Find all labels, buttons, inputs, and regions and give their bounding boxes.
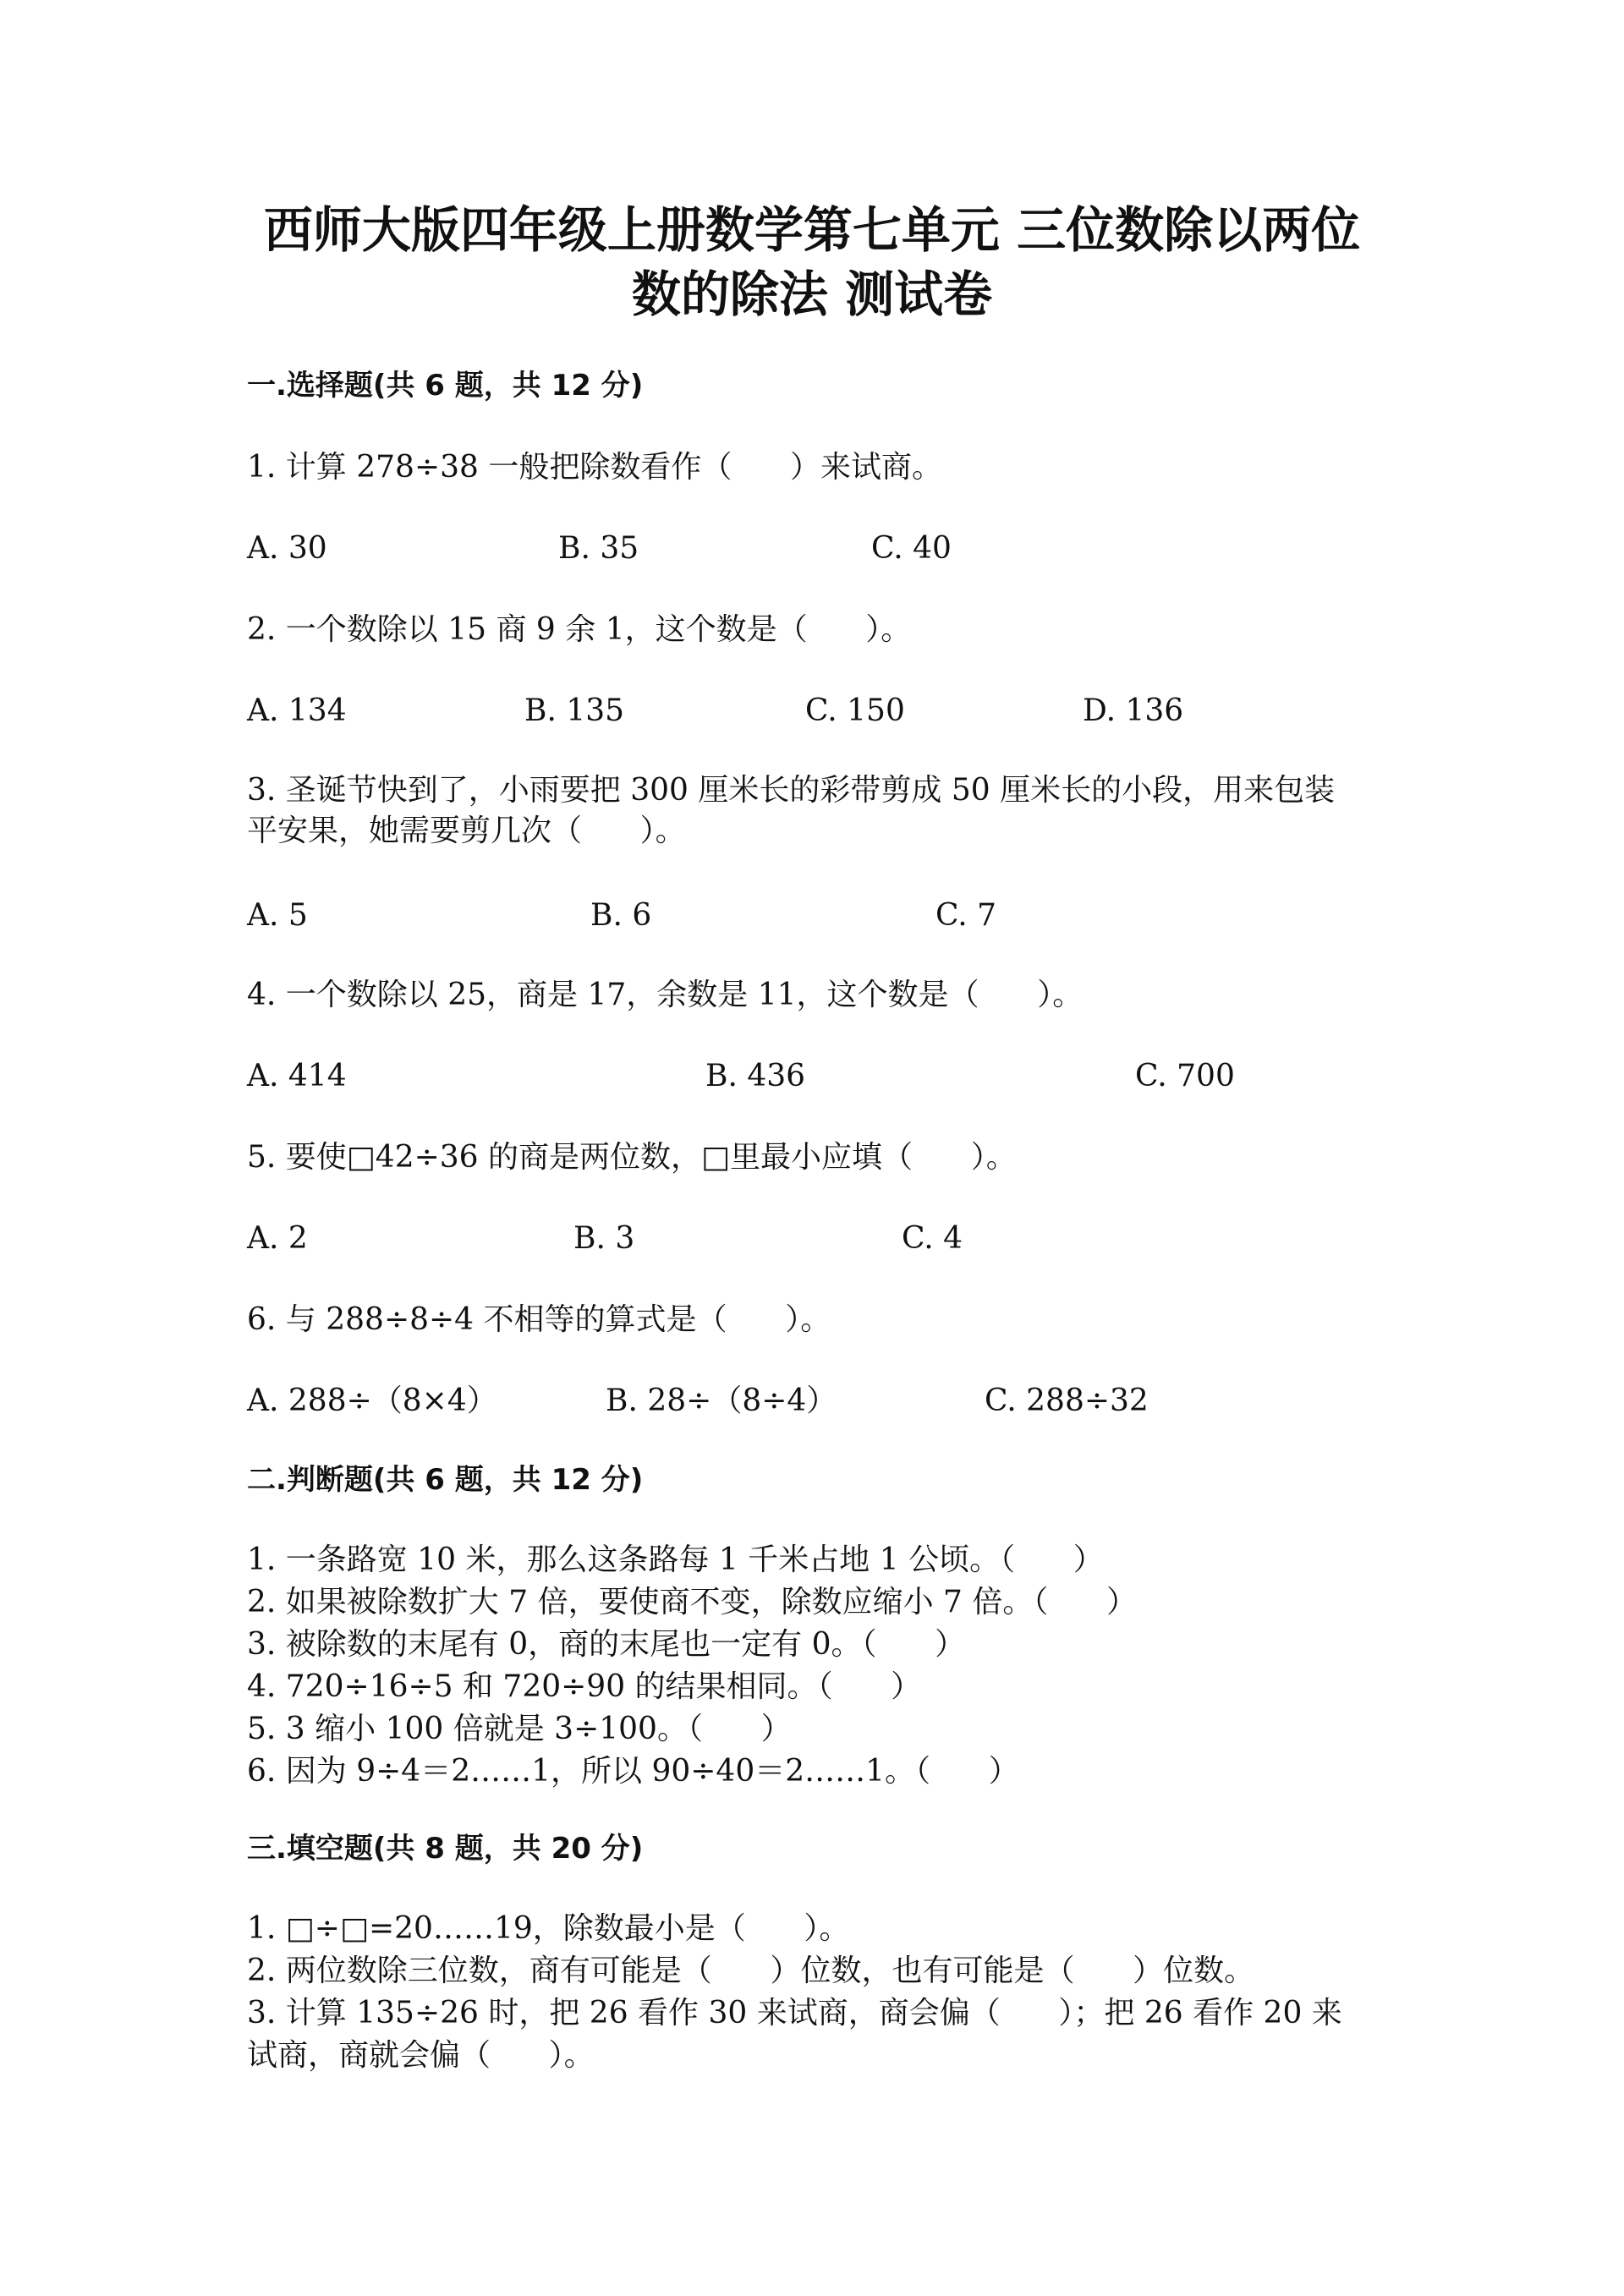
option-c: C. 150 bbox=[805, 693, 905, 728]
judgment-item-2: 2. 如果被除数扩大 7 倍，要使商不变，除数应缩小 7 倍。（ ） bbox=[247, 1585, 1138, 1619]
option-b: B. 28÷（8÷4） bbox=[606, 1384, 837, 1418]
option-b: B. 35 bbox=[558, 531, 639, 566]
fill-item-1: 1. □÷□=20……19，除数最小是（ ）。 bbox=[247, 1911, 850, 1946]
option-a: A. 414 bbox=[247, 1059, 347, 1093]
option-d: D. 136 bbox=[1083, 693, 1184, 728]
question-4: 4. 一个数除以 25，商是 17，余数是 11，这个数是（ ）。 bbox=[247, 978, 1084, 1012]
option-b: B. 6 bbox=[590, 898, 652, 933]
question-3-line2: 平安果，她需要剪几次（ ）。 bbox=[247, 814, 686, 848]
question-2: 2. 一个数除以 15 商 9 余 1，这个数是（ ）。 bbox=[247, 612, 912, 647]
section-heading-true-false: 二.判断题(共 6 题，共 12 分) bbox=[247, 1463, 644, 1497]
option-b: B. 436 bbox=[705, 1059, 806, 1093]
section-heading-fill-blank: 三.填空题(共 8 题，共 20 分) bbox=[247, 1832, 644, 1866]
option-a: A. 2 bbox=[247, 1221, 308, 1256]
question-1: 1. 计算 278÷38 一般把除数看作（ ）来试商。 bbox=[247, 450, 943, 485]
option-a: A. 30 bbox=[247, 531, 327, 566]
judgment-item-4: 4. 720÷16÷5 和 720÷90 的结果相同。（ ） bbox=[247, 1669, 922, 1704]
option-c: C. 700 bbox=[1135, 1059, 1235, 1093]
page-title-line1: 西师大版四年级上册数学第七单元 三位数除以两位 bbox=[263, 201, 1361, 259]
fill-item-2: 2. 两位数除三位数，商有可能是（ ）位数，也有可能是（ ）位数。 bbox=[247, 1954, 1255, 1988]
option-c: C. 7 bbox=[935, 898, 997, 933]
option-c: C. 288÷32 bbox=[985, 1384, 1149, 1418]
fill-item-3-line1: 3. 计算 135÷26 时，把 26 看作 30 来试商，商会偏（ ）；把 26 看作 20 来 bbox=[247, 1996, 1342, 2030]
judgment-item-6: 6. 因为 9÷4＝2……1，所以 90÷40＝2……1。（ ） bbox=[247, 1754, 1019, 1789]
option-a: A. 134 bbox=[247, 693, 347, 728]
question-6: 6. 与 288÷8÷4 不相等的算式是（ ）。 bbox=[247, 1302, 831, 1337]
fill-item-3-line2: 试商，商就会偏（ ）。 bbox=[247, 2038, 595, 2073]
option-b: B. 135 bbox=[524, 693, 625, 728]
option-a: A. 288÷（8×4） bbox=[247, 1384, 497, 1418]
judgment-item-5: 5. 3 缩小 100 倍就是 3÷100。（ ） bbox=[247, 1712, 792, 1746]
option-b: B. 3 bbox=[573, 1221, 635, 1256]
section-heading-multiple-choice: 一.选择题(共 6 题，共 12 分) bbox=[247, 369, 644, 403]
option-c: C. 40 bbox=[871, 531, 952, 566]
option-c: C. 4 bbox=[902, 1221, 963, 1256]
question-3-line1: 3. 圣诞节快到了，小雨要把 300 厘米长的彩带剪成 50 厘米长的小段，用来包装 bbox=[247, 773, 1336, 808]
question-5: 5. 要使□42÷36 的商是两位数，□里最小应填（ ）。 bbox=[247, 1140, 1017, 1175]
judgment-item-1: 1. 一条路宽 10 米，那么这条路每 1 千米占地 1 公顷。（ ） bbox=[247, 1543, 1104, 1577]
judgment-item-3: 3. 被除数的末尾有 0，商的末尾也一定有 0。（ ） bbox=[247, 1627, 966, 1662]
page-title-line2: 数的除法 测试卷 bbox=[631, 266, 993, 323]
option-a: A. 5 bbox=[247, 898, 308, 933]
